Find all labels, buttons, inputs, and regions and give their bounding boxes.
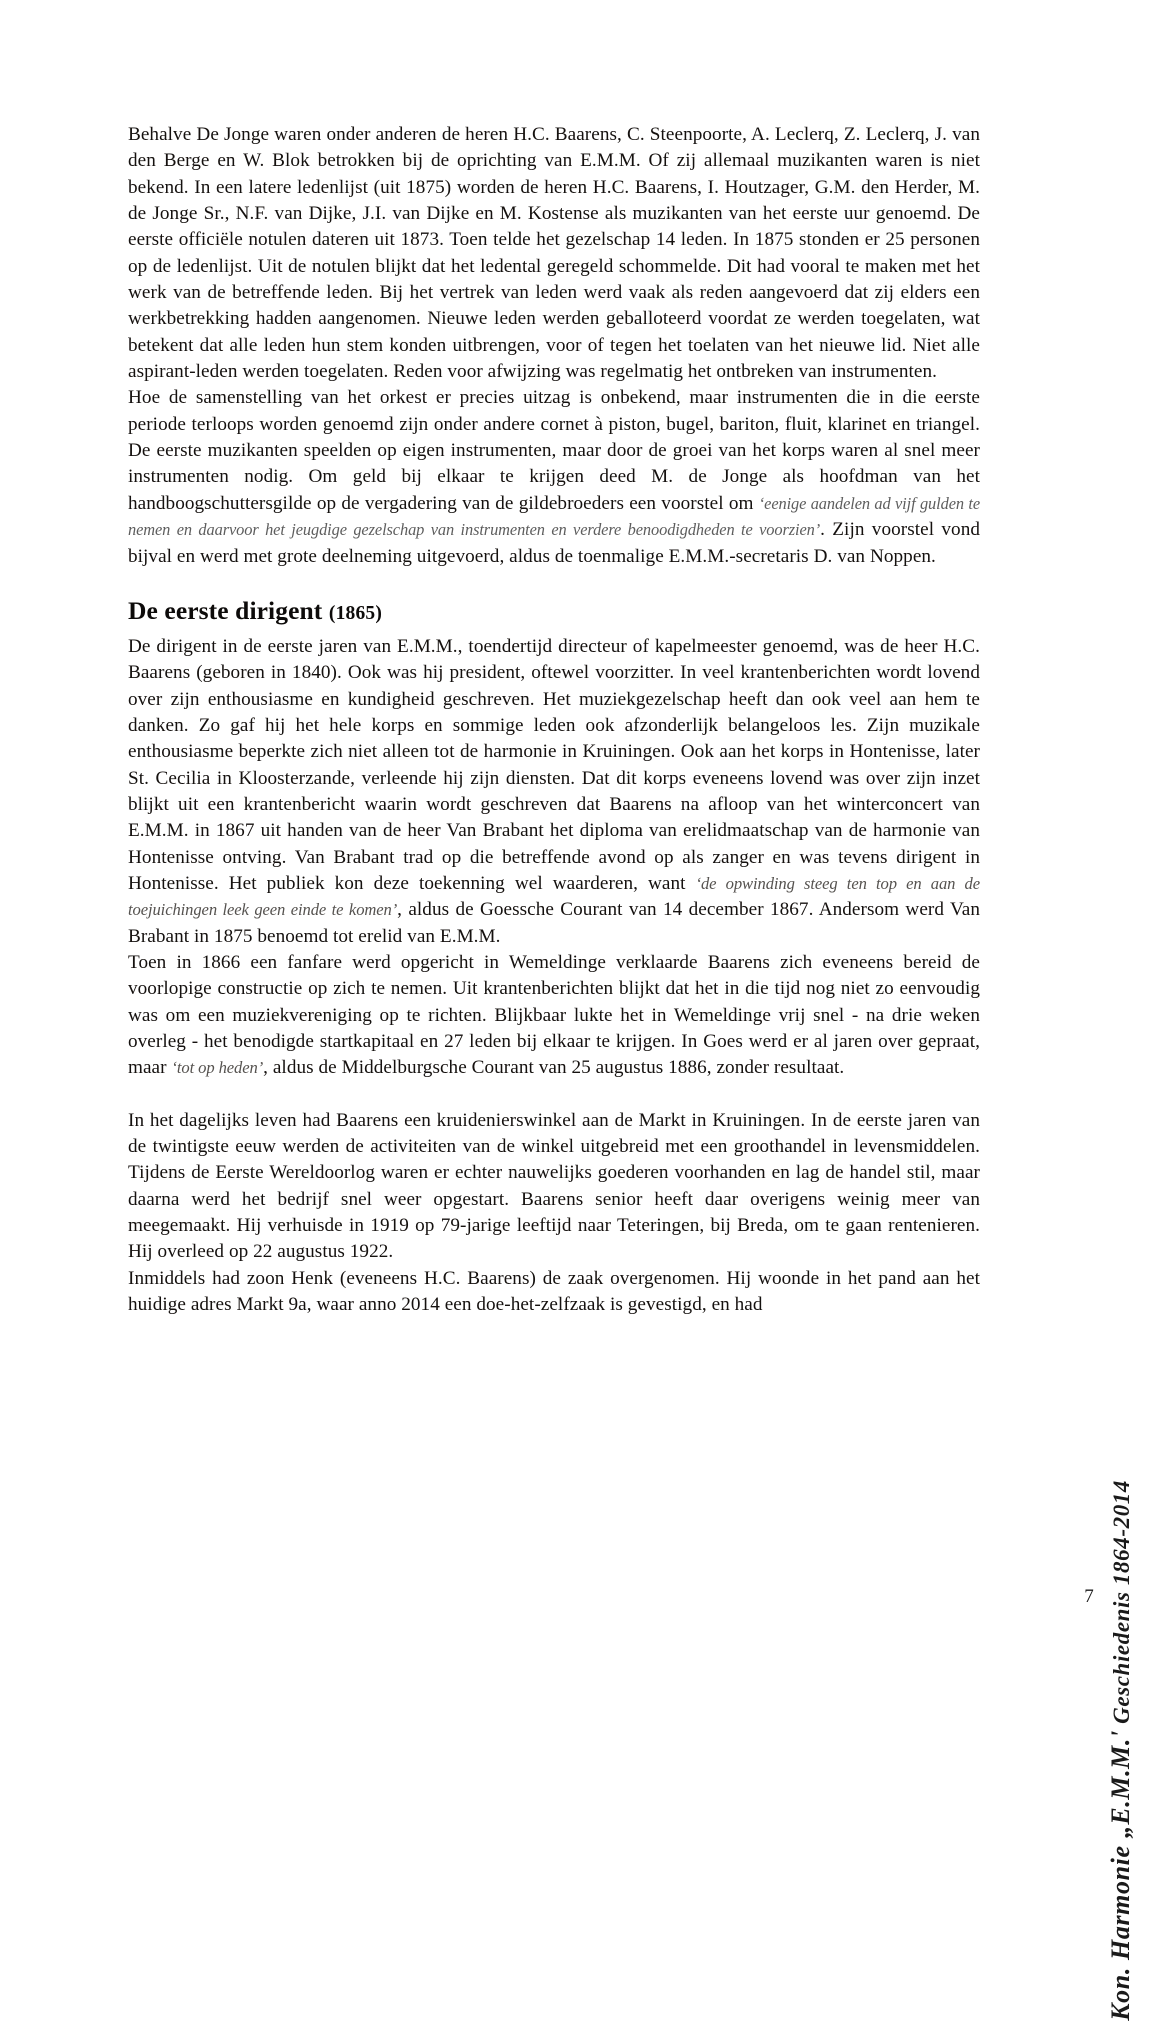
section-heading-year: (1865) bbox=[328, 602, 383, 624]
archival-quote-tot-op-heden: ‘tot op heden’ bbox=[171, 1058, 264, 1078]
archival-quote-opwinding: ‘de opwinding steeg ten top en aan de toejuichingen leek geen einde te komen’ bbox=[128, 873, 980, 920]
paragraph-daily-life-shop: In het dagelijks leven had Baarens een kruidenierswinkel aan de Markt in Kruiningen. In de eerste jaren van de twintigste eeuw werden de activiteiten van de winkel uitgebreid met een groothandel in levensmiddelen. Tijdens de Eerste Wereldoorlog waren er echter nauwelijks goederen voorhanden en lag de handel stil, maar daarna werd het bedrijf snel weer opgestart. Baarens senior heeft daar overigens weinig meer van meegemaakt. Hij verhuisde in 1919 op 79-jarige leeftijd naar Teteringen, bij Breda, om te gaan rentenieren. Hij overleed op 22 augustus 1922. bbox=[128, 1109, 980, 1263]
section-heading-first-conductor bbox=[128, 594, 980, 631]
running-title-vertical bbox=[1106, 1480, 1136, 2021]
section-heading-block bbox=[128, 594, 980, 631]
paragraph-conductor-baarens bbox=[128, 634, 980, 950]
running-title-main: Kon. Harmonie „E.M.M.' bbox=[1106, 1730, 1135, 2021]
paragraph-spacer bbox=[128, 1082, 980, 1108]
paragraph-conductor-baarens-text-a: De dirigent in de eerste jaren van E.M.M., toendertijd directeur of kapelmeester genoemd, was de heer H.C. Baarens (geboren in 1840). Ook was hij president, oftewel voorzitter. In veel krantenberichten wordt lovend over zijn enthousiasme en kundigheid geschreven. Het muziekgezelschap heeft dan ook veel aan hem te danken. Zo gaf hij het hele korps en sommige leden ook afzonderlijk belangeloos les. Zijn muzikale enthousiasme beperkte zich niet alleen tot de harmonie in Kruiningen. Ook aan het korps in Hontenisse, later St. Cecilia in Kloosterzande, verleende hij zijn diensten. Dat dit korps eveneens lovend was over zijn inzet blijkt uit een krantenbericht waarin wordt geschreven dat Baarens na afloop van het winterconcert van E.M.M. in 1867 uit handen van de heer Van Brabant het diploma van erelidmaatschap van de harmonie van Hontenisse ontving. Van Brabant trad op die betreffende avond op als zanger en was tevens dirigent in Hontenisse. Het publiek kon deze toekenning wel waarderen, want bbox=[128, 635, 980, 894]
paragraph-orchestra-composition-text-b: . Zijn voorstel vond bijval en werd met grote deelneming uitgevoerd, aldus de toenmalige E.M.M.-secretaris D. van Noppen. bbox=[128, 519, 981, 567]
body-text-column bbox=[128, 122, 980, 1318]
archival-quote-shares: ‘eenige aandelen ad vijf gulden te nemen en daarvoor het jeugdige gezelschap van instrumenten en verdere benoodigdheden te voorzien’ bbox=[128, 493, 980, 540]
page-number: 7 bbox=[1084, 1586, 1094, 1607]
paragraph-orchestra-composition-text-a: Hoe de samenstelling van het orkest er precies uitzag is onbekend, maar instrumenten die in die eerste periode terloops worden genoemd zijn onder andere cornet à piston, bugel, bariton, fluit, klarinet en triangel. De eerste muzikanten speelden op eigen instrumenten, maar door de groei van het korps waren al snel meer instrumenten nodig. Om geld bij elkaar te krijgen deed M. de Jonge als hoofdman van het handboogschuttersgilde op de vergadering van de gildebroeders een voorstel om bbox=[128, 387, 980, 514]
paragraph-wemeldinge-fanfare-text-a: Toen in 1866 een fanfare werd opgericht in Wemeldinge verklaarde Baarens zich eveneens bereid de voorlopige constructie op zich te nemen. Uit krantenberichten blijkt dat het in die tijd nog niet zo eenvoudig was om een muziekvereniging op te richten. Blijkbaar lukte het in Wemeldinge vrij snel - na drie weken overleg - het benodigde startkapitaal en 27 leden bij elkaar te krijgen. In Goes werd er al jaren over gepraat, maar bbox=[128, 951, 980, 1079]
paragraph-son-henk: Inmiddels had zoon Henk (eveneens H.C. Baarens) de zaak overgenomen. Hij woonde in het pand aan het huidige adres Markt 9a, waar anno 2014 een doe-het-zelfzaak is gevestigd, en had bbox=[128, 1267, 980, 1316]
paragraph-orchestra-composition bbox=[128, 385, 980, 569]
running-title-sub: Geschiedenis 1864-2014 bbox=[1109, 1480, 1134, 1731]
paragraph-conductor-baarens-text-b: , aldus de Goessche Courant van 14 december 1867. Andersom werd Van Brabant in 1875 benoemd tot erelid van E.M.M. bbox=[128, 899, 980, 947]
section-heading-title: De eerste dirigent bbox=[128, 595, 323, 625]
paragraph-wemeldinge-fanfare bbox=[128, 950, 980, 1082]
paragraph-wemeldinge-fanfare-text-b: , aldus de Middelburgsche Courant van 25 augustus 1886, zonder resultaat. bbox=[263, 1057, 845, 1079]
paragraph-intro-members: Behalve De Jonge waren onder anderen de heren H.C. Baarens, C. Steenpoorte, A. Leclerq, Z. Leclerq, J. van den Berge en W. Blok betrokken bij de oprichting van E.M.M. Of zij allemaal muzikanten waren is niet bekend. In een latere ledenlijst (uit 1875) worden de heren H.C. Baarens, I. Houtzager, G.M. den Herder, M. de Jonge Sr., N.F. van Dijke, J.I. van Dijke en M. Kostense als muzikanten van het eerste uur genoemd. De eerste officiële notulen dateren uit 1873. Toen telde het gezelschap 14 leden. In 1875 stonden er 25 personen op de ledenlijst. Uit de notulen blijkt dat het ledental geregeld schommelde. Dit had vooral te maken met het werk van de betreffende leden. Bij het vertrek van leden werd vaak als reden aangevoerd dat zij elders een werkbetrekking hadden aangenomen. Nieuwe leden werden geballoteerd voordat ze werden toegelaten, wat betekent dat alle leden hun stem konden uitbrengen, voor of tegen het toelaten van het nieuwe lid. Niet alle aspirant-leden werden toegelaten. Reden voor afwijzing was regelmatig het ontbreken van instrumenten. bbox=[128, 124, 980, 383]
